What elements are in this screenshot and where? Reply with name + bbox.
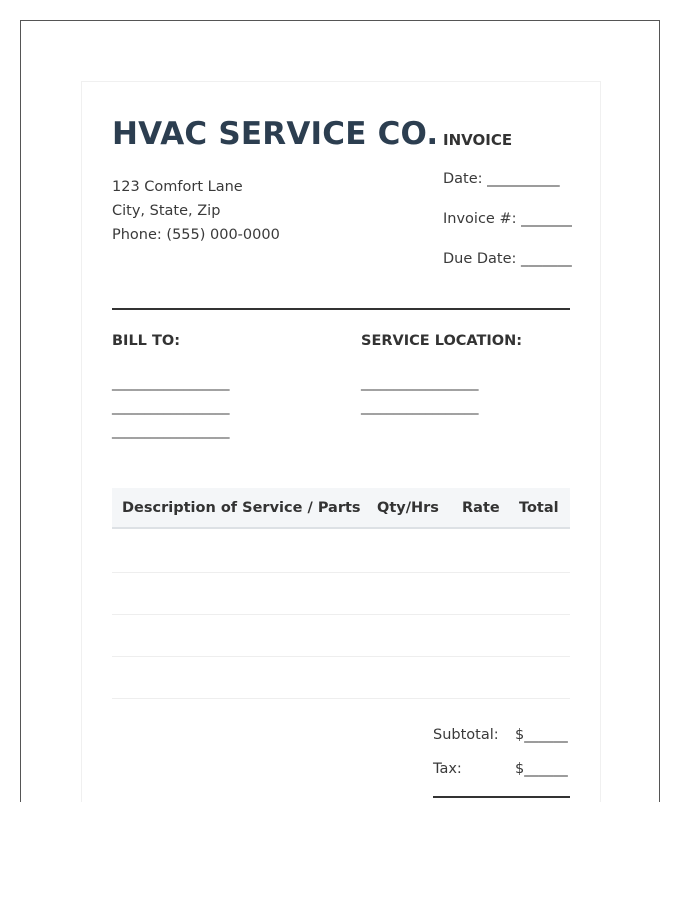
tax-label: Tax: (433, 761, 462, 777)
invoice-due-date-field: Due Date: _______ (443, 251, 572, 267)
service-location-label: SERVICE LOCATION: (361, 333, 523, 349)
subtotal-value: $______ (515, 727, 568, 743)
column-header-total: Total (519, 500, 559, 516)
tax-value: $______ (515, 761, 568, 777)
company-name: HVAC SERVICE CO. (112, 116, 439, 152)
company-address-line2: City, State, Zip (112, 203, 221, 219)
table-row (112, 615, 570, 657)
company-address-line1: 123 Comfort Lane (112, 179, 243, 195)
invoice-number-field: Invoice #: _______ (443, 211, 572, 227)
bill-to-line-1: __________________ (112, 375, 229, 391)
service-location-line-1: __________________ (361, 375, 478, 391)
table-row (112, 531, 570, 573)
line-items-table-header (112, 488, 570, 529)
subtotal-label: Subtotal: (433, 727, 499, 743)
bill-to-label: BILL TO: (112, 333, 180, 349)
column-header-description: Description of Service / Parts (122, 500, 361, 516)
company-phone: Phone: (555) 000-0000 (112, 227, 280, 243)
invoice-date-field: Date: __________ (443, 171, 560, 187)
header-divider (112, 308, 570, 310)
service-location-line-2: __________________ (361, 399, 478, 415)
table-row (112, 573, 570, 615)
bill-to-line-2: __________________ (112, 399, 229, 415)
totals-divider (433, 796, 570, 798)
table-row (112, 657, 570, 699)
column-header-rate: Rate (462, 500, 500, 516)
column-header-qty: Qty/Hrs (377, 500, 439, 516)
bill-to-line-3: __________________ (112, 423, 229, 439)
invoice-title: INVOICE (443, 131, 513, 149)
